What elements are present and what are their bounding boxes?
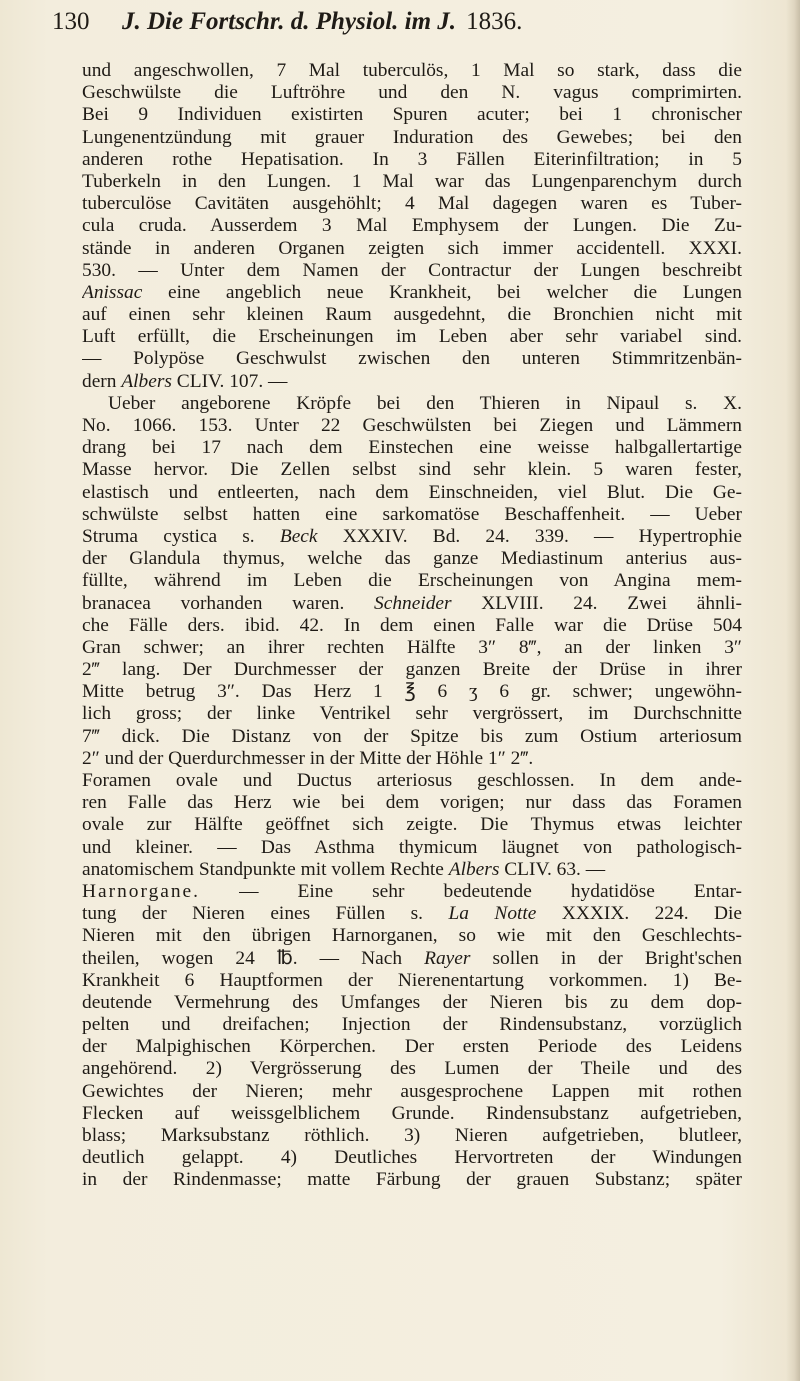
text-line [82,637,742,659]
text-segment: Gewichtes der Nieren; mehr ausgesprochene Lappen mit rothen [82,1080,742,1102]
text-line [82,681,742,703]
text-segment: füllte, während im Leben die Erscheinungen von Angina mem- [82,570,742,592]
text-segment: XXXIV. Bd. 24. 339. — Hypertrophie [317,525,742,547]
text-line [82,1081,742,1103]
text-line [82,1058,742,1080]
text-line [82,482,742,504]
text-line [82,149,742,171]
text-line [82,792,742,814]
text-line [82,504,742,526]
text-segment: Foramen ovale und Ductus arteriosus geschlossen. In dem ande- [82,770,742,791]
running-header [52,4,752,40]
text-segment: anderen rothe Hepatisation. In 3 Fällen Eiterinfiltration; in 5 [82,148,742,170]
text-line [82,859,742,881]
italic-name: Beck [279,525,318,547]
text-segment: Masse hervor. Die Zellen selbst sind sehr klein. 5 waren fester, [82,459,742,481]
text-segment: CLIV. 107. — [171,370,288,392]
italic-name: Anissac [82,281,143,303]
text-segment: der Malpighischen Körperchen. Der ersten Periode des Leidens [82,1036,742,1058]
text-line [82,1147,742,1169]
text-line [82,348,742,370]
text-segment: Nieren mit den übrigen Harnorganen, so wie mit den Geschlechts- [82,925,742,947]
text-segment: Mitte betrug 3″. Das Herz 1 ℥ 6 ʒ 6 gr. schwer; ungewöhn- [82,681,742,703]
text-segment: Gran schwer; an ihrer rechten Hälfte 3″ 8‴, an der linken 3″ [82,636,742,658]
text-line [82,104,742,126]
text-segment: Flecken auf weissgelblichem Grunde. Rindensubstanz aufgetrieben, [82,1102,742,1124]
text-segment: Bei 9 Individuen existirten Spuren acuter; bei 1 chronischer [82,104,742,126]
text-line [82,570,742,592]
text-segment: Tuberkeln in den Lungen. 1 Mal war das Lungenparenchym durch [82,170,742,192]
text-line [82,304,742,326]
text-line [82,615,742,637]
text-segment: ovale zur Hälfte geöffnet sich zeigte. Die Thymus etwas leichter [82,814,742,836]
text-segment: lich gross; der linke Ventrikel sehr vergrössert, im Durchschnitte [82,703,742,725]
text-segment: cula cruda. Ausserdem 3 Mal Emphysem der Lungen. Die Zu- [82,215,742,237]
text-line [82,1014,742,1036]
text-segment: 2″ und der Querdurchmesser in der Mitte der Höhle 1″ 2‴. [82,747,534,769]
text-line [82,459,742,481]
text-segment: deutende Vermehrung des Umfanges der Nieren bis zu dem dop- [82,991,742,1013]
text-segment: elastisch und entleerten, nach dem Einschneiden, viel Blut. Die Ge- [82,481,742,503]
text-segment: in der Rindenmasse; matte Färbung der grauen Substanz; später [82,1169,742,1191]
text-segment: stände in anderen Organen zeigten sich immer accidentell. XXXI. [82,237,742,259]
text-line [82,393,742,415]
text-segment: — Polypöse Geschwulst zwischen den unteren Stimmritzenbän- [82,348,742,370]
text-line [82,238,742,260]
text-line [82,925,742,947]
text-segment: che Fälle ders. ibid. 42. In dem einen Falle war die Drüse 504 [82,614,742,636]
text-line [82,659,742,681]
text-line [82,1125,742,1147]
italic-name: Rayer [424,947,471,969]
text-segment: Lungenentzündung mit grauer Induration des Gewebes; bei den [82,126,742,148]
text-line [82,415,742,437]
text-segment: sollen in der Bright'schen [470,947,742,969]
text-segment: drang bei 17 nach dem Einstechen eine weisse halbgallertartige [82,437,742,459]
running-title: J. Die Fortschr. d. Physiol. im J. [122,8,457,35]
text-line [82,215,742,237]
text-line [82,437,742,459]
text-segment: Ueber angeborene Kröpfe bei den Thieren in Nipaul s. X. [108,392,742,414]
text-segment: 7‴ dick. Die Distanz von der Spitze bis zum Ostium arteriosum [82,725,742,747]
text-line [82,193,742,215]
text-segment: blass; Marksubstanz röthlich. 3) Nieren aufgetrieben, blutleer, [82,1125,742,1146]
text-segment: auf einen sehr kleinen Raum ausgedehnt, die Bronchien nicht mit [82,304,742,326]
text-segment: — Eine sehr bedeutende hydatidöse Entar- [200,880,742,902]
text-segment: XXXIX. 224. Die [536,903,742,925]
text-line [82,703,742,725]
text-line [82,127,742,149]
text-line [82,82,742,104]
text-line [82,948,742,970]
text-line [82,526,742,548]
text-line [82,1169,742,1191]
text-segment: Luft erfüllt, die Erscheinungen im Leben aber sehr variabel sind. [82,326,742,348]
italic-name: La Notte [448,903,537,925]
text-line [82,903,742,925]
text-segment: der Glandula thymus, welche das ganze Mediastinum anterius aus- [82,548,742,570]
text-line [82,171,742,193]
text-segment: branacea vorhanden waren. [82,592,375,614]
text-segment: XLVIII. 24. Zwei ähnli- [451,592,742,614]
text-segment: eine angeblich neue Krankheit, bei welcher die Lungen [142,281,742,303]
page-edge-shadow [786,0,800,1381]
page-number: 130 [52,8,90,35]
text-segment: dern [82,370,122,392]
text-line [82,371,742,393]
italic-name: Albers [121,370,172,392]
body-text [82,60,742,1192]
text-segment: angehörend. 2) Vergrösserung des Lumen der Theile und des [82,1058,742,1080]
section-heading: Harnorgane. [82,880,201,902]
text-segment: pelten und dreifachen; Injection der Rindensubstanz, vorzüglich [82,1014,742,1036]
text-line [82,992,742,1014]
text-segment: schwülste selbst hatten eine sarkomatöse Beschaffenheit. — Ueber [82,503,742,525]
text-segment: CLIV. 63. — [499,858,606,880]
text-line [82,1036,742,1058]
text-segment: No. 1066. 153. Unter 22 Geschwülsten bei Ziegen und Lämmern [82,415,742,436]
text-segment: 2‴ lang. Der Durchmesser der ganzen Breite der Drüse in ihrer [82,659,742,681]
text-segment: 530. — Unter dem Namen der Contractur der Lungen beschreibt [82,259,742,281]
text-line [82,282,742,304]
text-segment: deutlich gelappt. 4) Deutliches Hervortreten der Windungen [82,1147,742,1169]
text-segment: theilen, wogen 24 ℔. — Nach [82,947,425,969]
running-year: 1836. [466,8,523,35]
text-line [82,748,742,770]
text-line [82,260,742,282]
italic-name: Schneider [374,592,452,614]
italic-name: Albers [448,858,500,880]
text-line [82,881,742,903]
text-segment: tuberculöse Cavitäten ausgehöhlt; 4 Mal dagegen waren es Tuber- [82,193,742,215]
text-segment: und angeschwollen, 7 Mal tuberculös, 1 Mal so stark, dass die [82,60,742,81]
text-line [82,770,742,792]
text-line [82,326,742,348]
text-line [82,837,742,859]
text-line [82,726,742,748]
text-segment: anatomischem Standpunkte mit vollem Rechte [82,858,449,880]
text-segment: Struma cystica s. [82,525,280,547]
text-segment: Krankheit 6 Hauptformen der Nierenentartung vorkommen. 1) Be- [82,969,742,991]
text-segment: Geschwülste die Luftröhre und den N. vagus comprimirten. [82,82,742,104]
text-line [82,593,742,615]
text-line [82,60,742,82]
text-segment: und kleiner. — Das Asthma thymicum läugnet von pathologisch- [82,836,742,858]
text-segment: ren Falle das Herz wie bei dem vorigen; nur dass das Foramen [82,792,742,814]
text-line [82,1103,742,1125]
text-line [82,970,742,992]
text-line [82,548,742,570]
text-line [82,814,742,836]
text-segment: tung der Nieren eines Füllen s. [82,903,449,925]
